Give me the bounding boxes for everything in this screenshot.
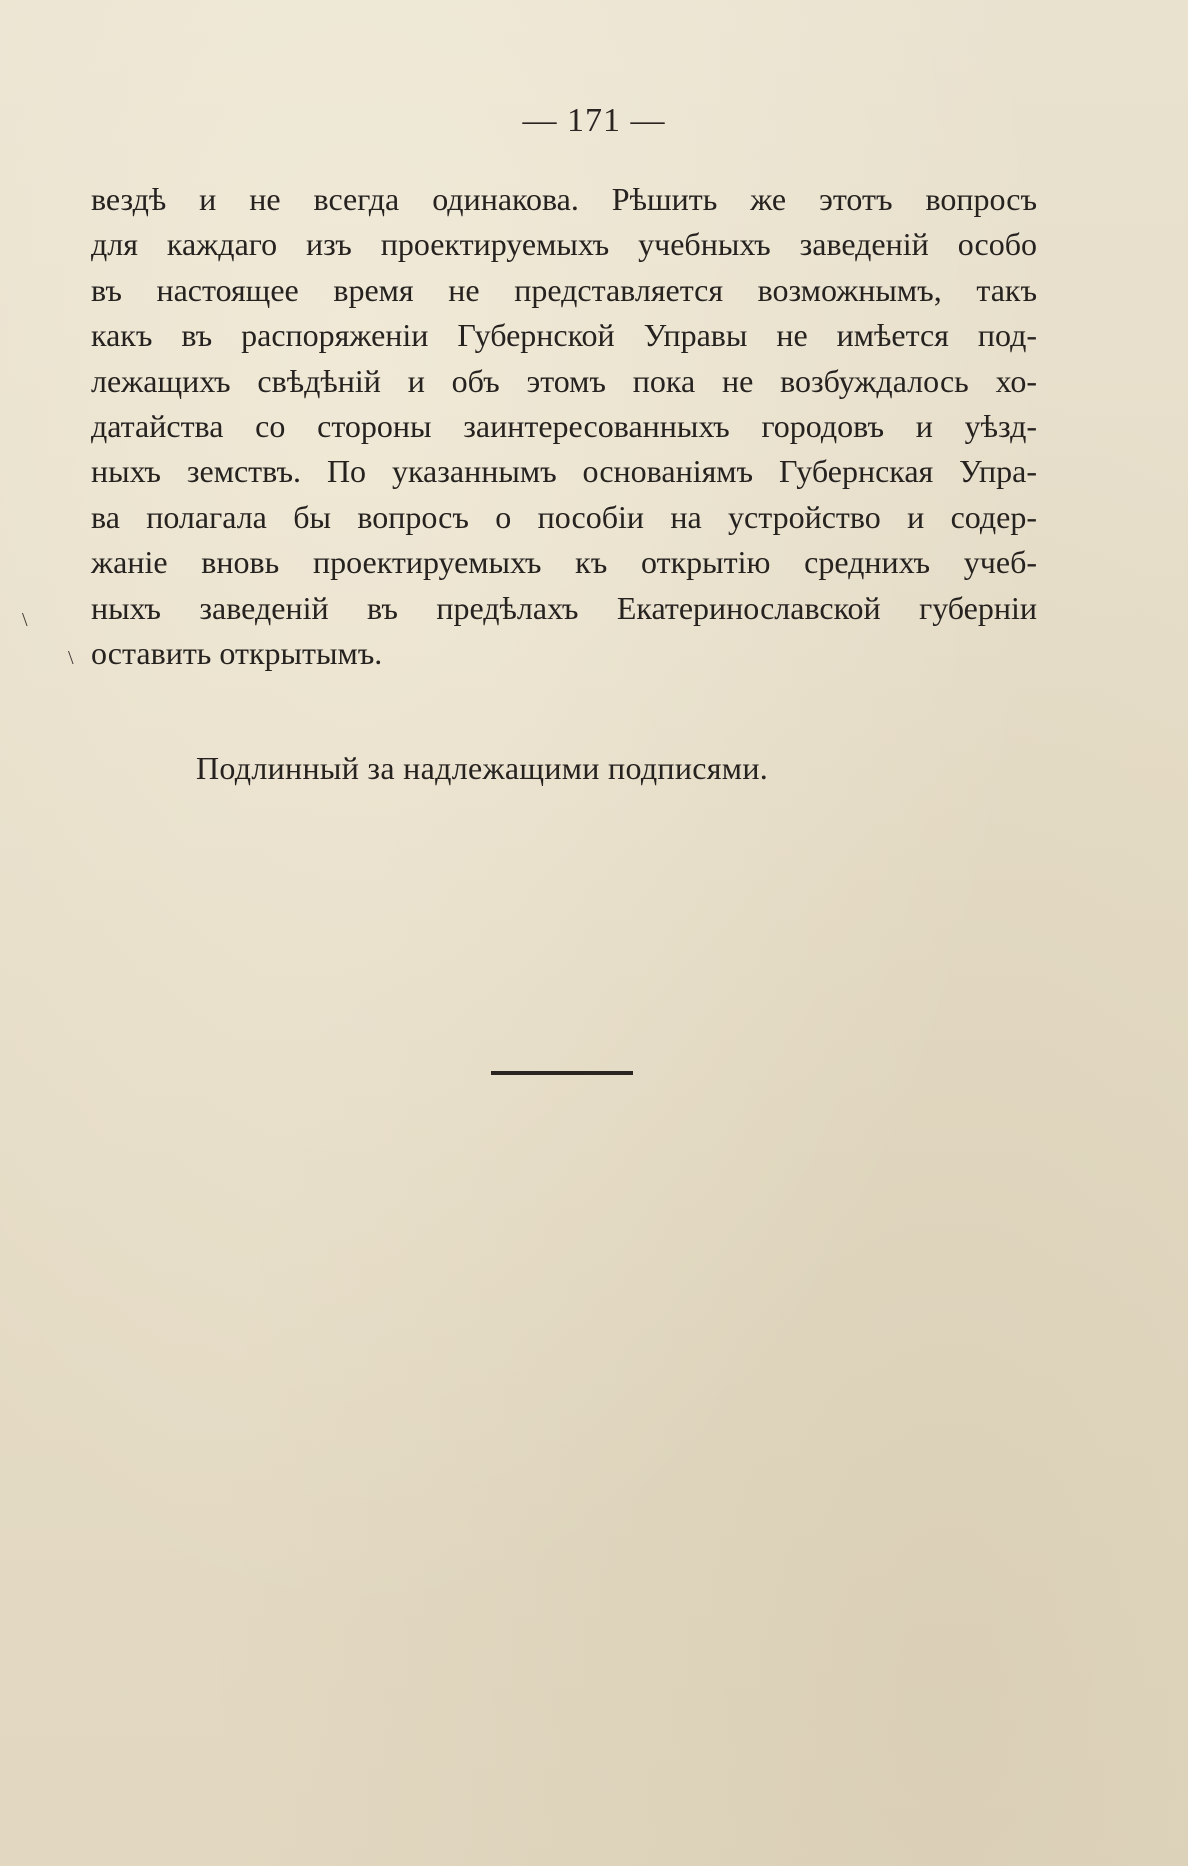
text-line: ныхъ заведенiй въ предѣлахъ Екатеринославской губернiи: [91, 589, 1037, 626]
body-paragraph: [91, 177, 1037, 676]
text-line-last: оставить открытымъ.: [91, 634, 383, 671]
end-rule-divider: [491, 1071, 633, 1075]
text-line: ныхъ земствъ. По указаннымъ основанiямъ Губернская Упра-: [91, 453, 1037, 490]
text-line: жанiе вновь проектируемыхъ къ открытiю среднихъ учеб-: [91, 544, 1037, 581]
text-line: какъ въ распоряженiи Губернской Управы не имѣется под-: [91, 317, 1037, 354]
text-line: вездѣ и не всегда одинакова. Рѣшить же этотъ вопросъ: [91, 181, 1037, 217]
text-line: ва полагала бы вопросъ о пособiи на устройство и содер-: [91, 498, 1037, 535]
margin-tick-mark: \: [68, 647, 74, 669]
text-line: въ настоящее время не представляется возможнымъ, такъ: [91, 271, 1037, 308]
page-number: — 171 —: [522, 102, 666, 139]
text-line: для каждаго изъ проектируемыхъ учебныхъ заведенiй особо: [91, 226, 1037, 263]
text-line: лежащихъ свѣдѣнiй и объ этомъ пока не возбуждалось хо-: [91, 362, 1037, 399]
signature-note: Подлинный за надлежащими подписями.: [196, 750, 769, 786]
text-line: датайства со стороны заинтересованныхъ городовъ и уѣзд-: [91, 407, 1037, 444]
margin-tick-mark: \: [22, 609, 28, 631]
